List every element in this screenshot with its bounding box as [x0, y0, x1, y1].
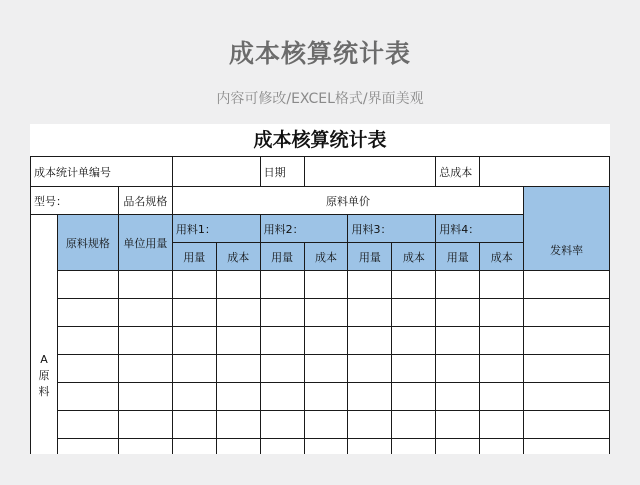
cell[interactable]: [524, 299, 610, 327]
total-cost-label: 总成本: [436, 157, 480, 187]
cell[interactable]: [524, 383, 610, 411]
cell[interactable]: [216, 411, 260, 439]
cell[interactable]: [524, 355, 610, 383]
cell[interactable]: [118, 299, 172, 327]
cell[interactable]: [392, 383, 436, 411]
table-row: [31, 439, 610, 455]
table-row: [31, 327, 610, 355]
material-2-header: 用料2：: [260, 215, 348, 243]
cell[interactable]: [436, 383, 480, 411]
cell[interactable]: [524, 271, 610, 299]
cell[interactable]: [524, 439, 610, 455]
table-row: [31, 299, 610, 327]
cell[interactable]: [118, 271, 172, 299]
cell[interactable]: [216, 299, 260, 327]
cell[interactable]: [348, 299, 392, 327]
cell[interactable]: [480, 411, 524, 439]
cell[interactable]: [392, 271, 436, 299]
side-label-a: A: [40, 352, 48, 366]
model-label: 型号：: [31, 187, 119, 215]
cost-table: [30, 156, 610, 454]
cell[interactable]: [436, 439, 480, 455]
cell[interactable]: [392, 355, 436, 383]
cell[interactable]: [348, 271, 392, 299]
total-cost-cell[interactable]: [480, 157, 610, 187]
doc-no-label: 成本统计单编号: [31, 157, 173, 187]
page-subtitle: 内容可修改/EXCEL格式/界面美观: [216, 91, 424, 107]
cell[interactable]: [436, 355, 480, 383]
material-4-header: 用料4：: [436, 215, 524, 243]
cell[interactable]: [524, 411, 610, 439]
cell[interactable]: [118, 439, 172, 455]
material-spec-header: 原料规格: [57, 215, 118, 271]
cell[interactable]: [118, 355, 172, 383]
issue-rate-header: [524, 187, 610, 271]
material-3-header: 用料3：: [348, 215, 436, 243]
cell[interactable]: [172, 411, 216, 439]
cell[interactable]: [260, 355, 304, 383]
sheet-title: 成本核算统计表: [253, 129, 387, 151]
cell[interactable]: [260, 439, 304, 455]
cell[interactable]: [348, 439, 392, 455]
cell[interactable]: [260, 271, 304, 299]
cell[interactable]: [304, 299, 348, 327]
cell[interactable]: [436, 327, 480, 355]
cell[interactable]: [172, 271, 216, 299]
cell[interactable]: [480, 327, 524, 355]
spec-label: 品名规格: [118, 187, 172, 215]
cell[interactable]: [436, 271, 480, 299]
cell[interactable]: [480, 383, 524, 411]
cell[interactable]: [118, 327, 172, 355]
cell[interactable]: [57, 327, 118, 355]
cell[interactable]: [304, 271, 348, 299]
table-row: [31, 383, 610, 411]
cell[interactable]: [216, 271, 260, 299]
cell[interactable]: [524, 327, 610, 355]
cost-header-1: 成本: [216, 243, 260, 271]
cell[interactable]: [304, 411, 348, 439]
cell[interactable]: [172, 299, 216, 327]
cell[interactable]: [304, 439, 348, 455]
cell[interactable]: [480, 439, 524, 455]
cell[interactable]: [172, 439, 216, 455]
usage-header-4: 用量: [436, 243, 480, 271]
cell[interactable]: [216, 383, 260, 411]
cell[interactable]: [57, 439, 118, 455]
table-row: [31, 411, 610, 439]
cell[interactable]: [392, 439, 436, 455]
cell[interactable]: [260, 327, 304, 355]
cell[interactable]: [57, 299, 118, 327]
cell[interactable]: [348, 355, 392, 383]
cost-header-2: 成本: [304, 243, 348, 271]
cell[interactable]: [216, 439, 260, 455]
cell[interactable]: [57, 355, 118, 383]
material-1-header: 用料1：: [172, 215, 260, 243]
cell[interactable]: [172, 355, 216, 383]
cell[interactable]: [348, 383, 392, 411]
cell[interactable]: [260, 299, 304, 327]
unit-usage-header: 单位用量: [118, 215, 172, 271]
cell[interactable]: [216, 355, 260, 383]
table-row-header-info: [31, 157, 610, 187]
side-label-cell: [31, 215, 58, 455]
cell[interactable]: [480, 355, 524, 383]
cell[interactable]: [304, 383, 348, 411]
side-label-liao: 料: [38, 384, 50, 398]
table-row-labels: [31, 187, 610, 215]
unit-price-label: 原料单价: [172, 187, 523, 215]
usage-header-3: 用量: [348, 243, 392, 271]
table-row: [31, 271, 610, 299]
cell[interactable]: [260, 411, 304, 439]
cell[interactable]: [436, 411, 480, 439]
cell[interactable]: [348, 327, 392, 355]
cost-header-3: 成本: [392, 243, 436, 271]
table-row-materials: [31, 215, 610, 243]
cell[interactable]: [57, 383, 118, 411]
cell[interactable]: [118, 383, 172, 411]
usage-header-2: 用量: [260, 243, 304, 271]
cell[interactable]: [480, 271, 524, 299]
cell[interactable]: [172, 327, 216, 355]
cell[interactable]: [260, 383, 304, 411]
cell[interactable]: [216, 327, 260, 355]
cell[interactable]: [304, 355, 348, 383]
cell[interactable]: [304, 327, 348, 355]
cell[interactable]: [348, 411, 392, 439]
table-row: [31, 355, 610, 383]
cell[interactable]: [392, 299, 436, 327]
cell[interactable]: [392, 411, 436, 439]
spreadsheet-sheet: [30, 124, 610, 454]
date-label: 日期: [260, 157, 304, 187]
cell[interactable]: [57, 271, 118, 299]
cell[interactable]: [480, 299, 524, 327]
cell[interactable]: [172, 383, 216, 411]
cell[interactable]: [118, 411, 172, 439]
cost-header-4: 成本: [480, 243, 524, 271]
side-label-yuan: 原: [38, 368, 50, 382]
cell[interactable]: [436, 299, 480, 327]
issue-rate-label: 发料率: [550, 243, 584, 257]
cell[interactable]: [57, 411, 118, 439]
doc-no-cell[interactable]: [172, 157, 260, 187]
usage-header-1: 用量: [172, 243, 216, 271]
cell[interactable]: [392, 327, 436, 355]
date-cell[interactable]: [304, 157, 436, 187]
page-title: 成本核算统计表: [228, 39, 411, 68]
